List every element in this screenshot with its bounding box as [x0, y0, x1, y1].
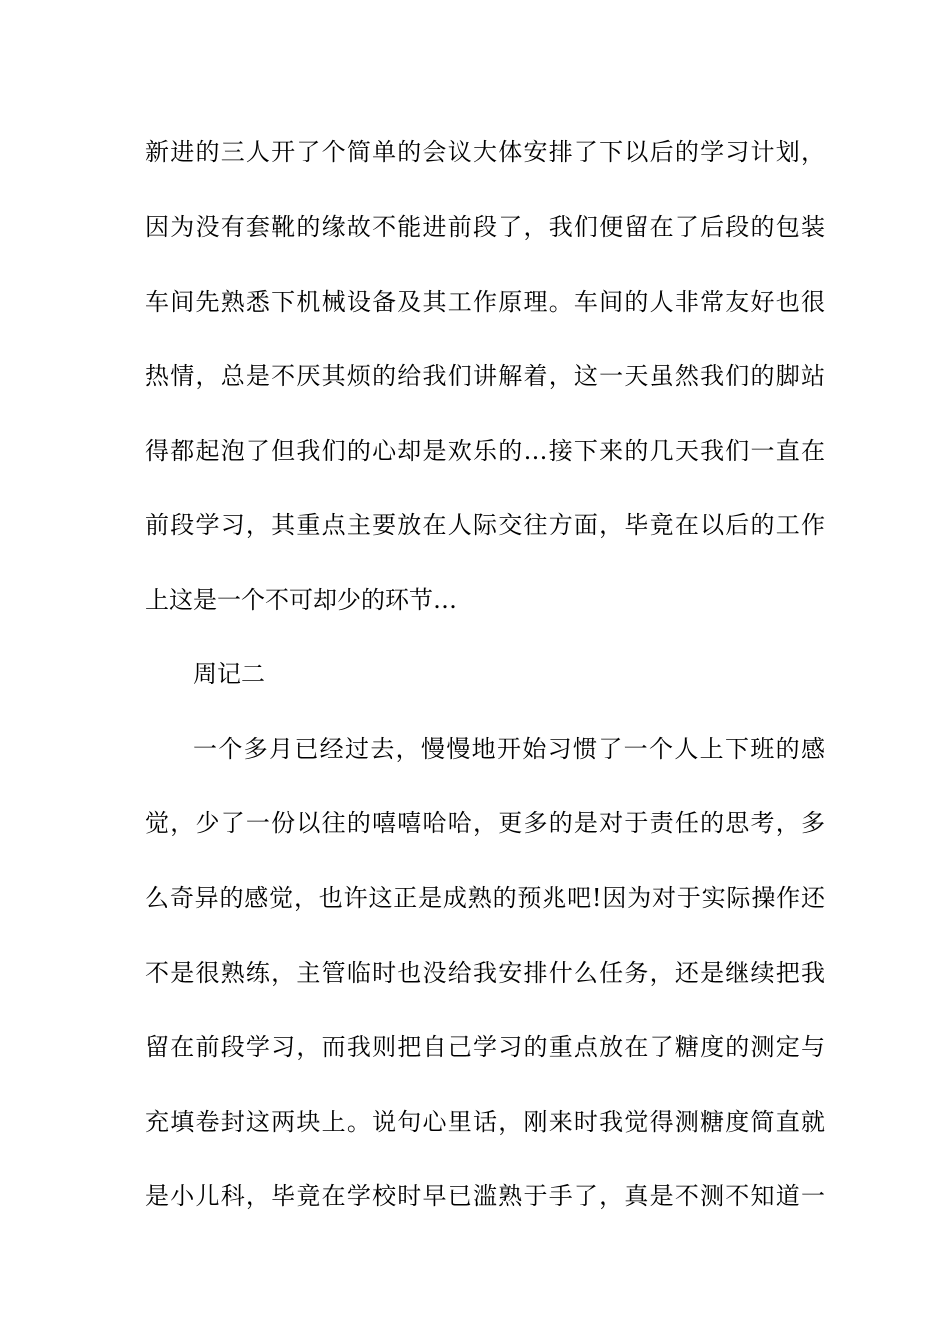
body-text-line: 因为没有套靴的缘故不能进前段了，我们便留在了后段的包装	[145, 213, 825, 241]
body-text-line: 热情，总是不厌其烦的给我们讲解着，这一天虽然我们的脚站	[145, 362, 825, 390]
body-text-line: 得都起泡了但我们的心却是欢乐的…接下来的几天我们一直在	[145, 437, 825, 465]
section-heading: 周记二	[193, 660, 265, 688]
body-text-line: 不是很熟练，主管临时也没给我安排什么任务，还是继续把我	[145, 959, 825, 987]
body-text-line: 么奇异的感觉，也许这正是成熟的预兆吧!因为对于实际操作还	[145, 884, 825, 912]
body-text-line: 前段学习，其重点主要放在人际交往方面，毕竟在以后的工作	[145, 511, 825, 539]
body-text-line: 是小儿科，毕竟在学校时早已滥熟于手了，真是不测不知道一	[145, 1182, 825, 1210]
body-text-line: 充填卷封这两块上。说句心里话，刚来时我觉得测糖度简直就	[145, 1108, 825, 1136]
body-text-line: 车间先熟悉下机械设备及其工作原理。车间的人非常友好也很	[145, 288, 825, 316]
body-text-line: 留在前段学习，而我则把自己学习的重点放在了糖度的测定与	[145, 1033, 825, 1061]
body-text-line: 一个多月已经过去，慢慢地开始习惯了一个人上下班的感	[193, 735, 825, 763]
body-text-line: 新进的三人开了个简单的会议大体安排了下以后的学习计划，	[145, 138, 825, 166]
body-text-line: 觉，少了一份以往的嘻嘻哈哈，更多的是对于责任的思考，多	[145, 809, 825, 837]
body-text-line: 上这是一个不可却少的环节…	[145, 586, 457, 614]
